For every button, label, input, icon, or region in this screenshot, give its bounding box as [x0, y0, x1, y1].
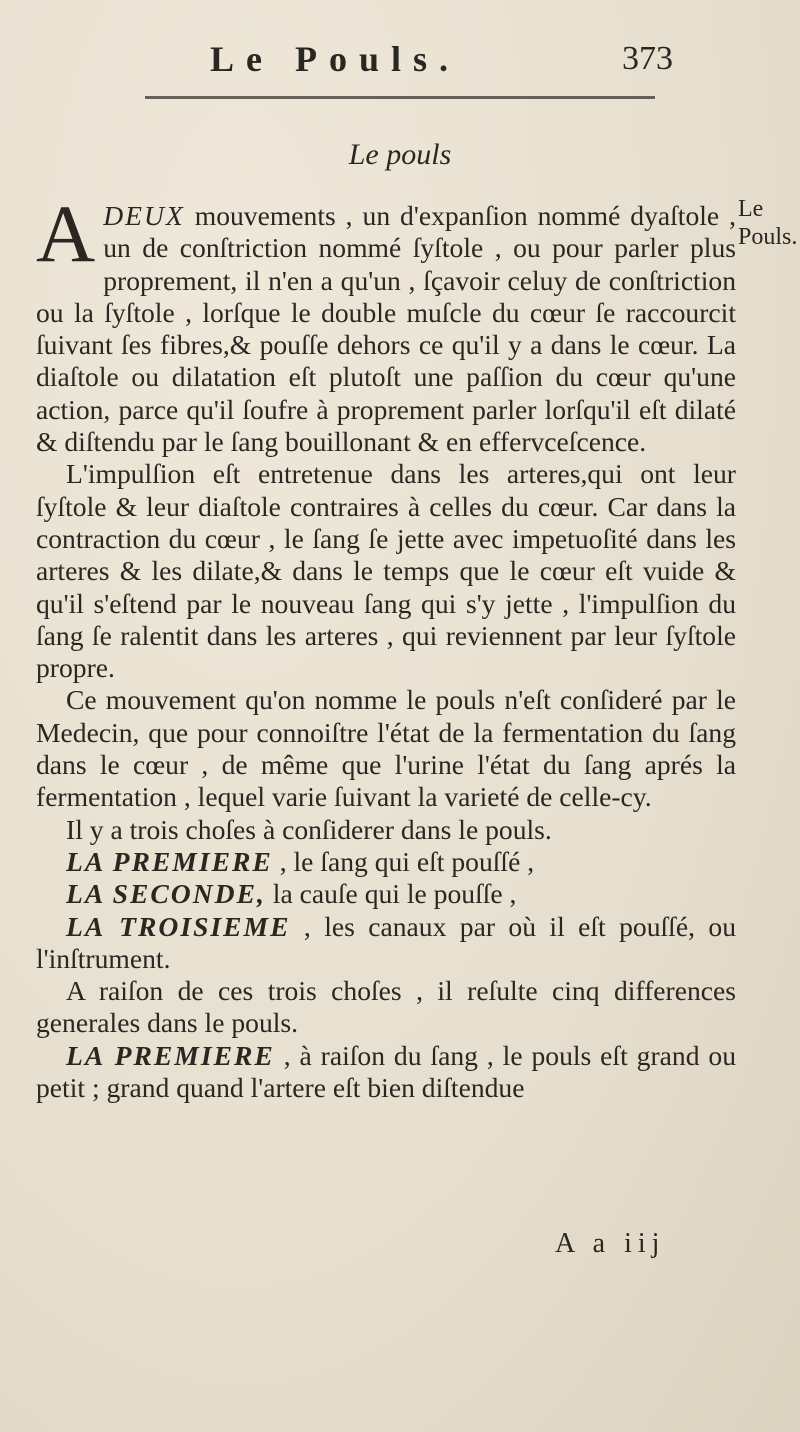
paragraph-4: Il y a trois choſes à conſiderer dans le pouls.	[66, 813, 552, 845]
paragraph-1	[36, 188, 736, 458]
first-word: DEUX	[103, 200, 185, 231]
list-text-2: la cauſe qui le pouſſe ,	[265, 878, 517, 910]
list-lead-2: LA SECONDE,	[66, 878, 266, 910]
page-number: 373	[622, 40, 673, 77]
paragraph-7	[36, 911, 736, 976]
paragraph-6	[36, 878, 736, 910]
running-title: Le Pouls.	[210, 39, 461, 79]
paragraph-5	[36, 846, 736, 878]
section-title: Le pouls	[348, 138, 452, 171]
list-lead-1: LA PREMIERE	[66, 845, 273, 877]
paragraph-9	[36, 1040, 736, 1105]
header-rule	[145, 96, 655, 99]
list-text-4: , à raiſon du ſang , le pouls eſt grand ou petit ; grand quand l'artere eſt bien diſtendue	[36, 1039, 736, 1104]
list-text-1: , le ſang qui eſt pouſſé ,	[272, 845, 535, 877]
list-text-3: , les canaux par où il eſt pouſſé, ou l'inſtrument.	[36, 910, 736, 974]
signature-mark: A a iij	[555, 1228, 666, 1259]
margin-note: Le Pouls.	[738, 196, 798, 250]
body-text	[36, 188, 736, 1104]
paragraph-1-text: mouvements , un d'expanſion nommé dyaſtole , un de conſtriction nommé ſyſtole , ou pour parler plus proprement, il n'en a qu'un , ſçavoir celuy de conſtriction ou la ſyſtole , lorſque le double muſcle du cœur ſe raccourcit ſuivant ſes fibres,& pouſſe dehors ce qu'il y a dans le cœur. La diaſtole ou dilatation eſt plutoſt une paſſion du cœur qu'une action, parce qu'il ſoufre à proprement parler lorſqu'il eſt dilaté & diſtendu par le ſang bouillonant & en effervceſcence.	[36, 200, 736, 458]
paragraph-8: A raiſon de ces trois choſes , il reſulte cinq differences generales dans le pouls.	[36, 975, 736, 1039]
list-lead-3: LA TROISIEME	[66, 910, 291, 942]
drop-cap: A	[36, 188, 96, 279]
paragraph-2: L'impulſion eſt entretenue dans les arteres,qui ont leur ſyſtole & leur diaſtole contraires à celles du cœur. Car dans la contraction du cœur , le ſang ſe jette avec impetuoſité dans les arteres & les dilate,& dans le temps que le cœur eſt vuide & qu'il s'eſtend par le nouveau ſang qui s'y jette , l'impulſion du ſang ſe ralentit dans les arteres , qui reviennent par leur ſyſtole propre.	[36, 458, 736, 684]
paragraph-3: Ce mouvement qu'on nomme le pouls n'eſt conſideré par le Medecin, que pour connoiſtre l'état de la fermentation du ſang dans le cœur , de même que l'urine l'état du ſang aprés la fermentation , lequel varie ſuivant la varieté de celle-cy.	[36, 684, 736, 813]
list-lead-4: LA PREMIERE	[66, 1039, 275, 1071]
